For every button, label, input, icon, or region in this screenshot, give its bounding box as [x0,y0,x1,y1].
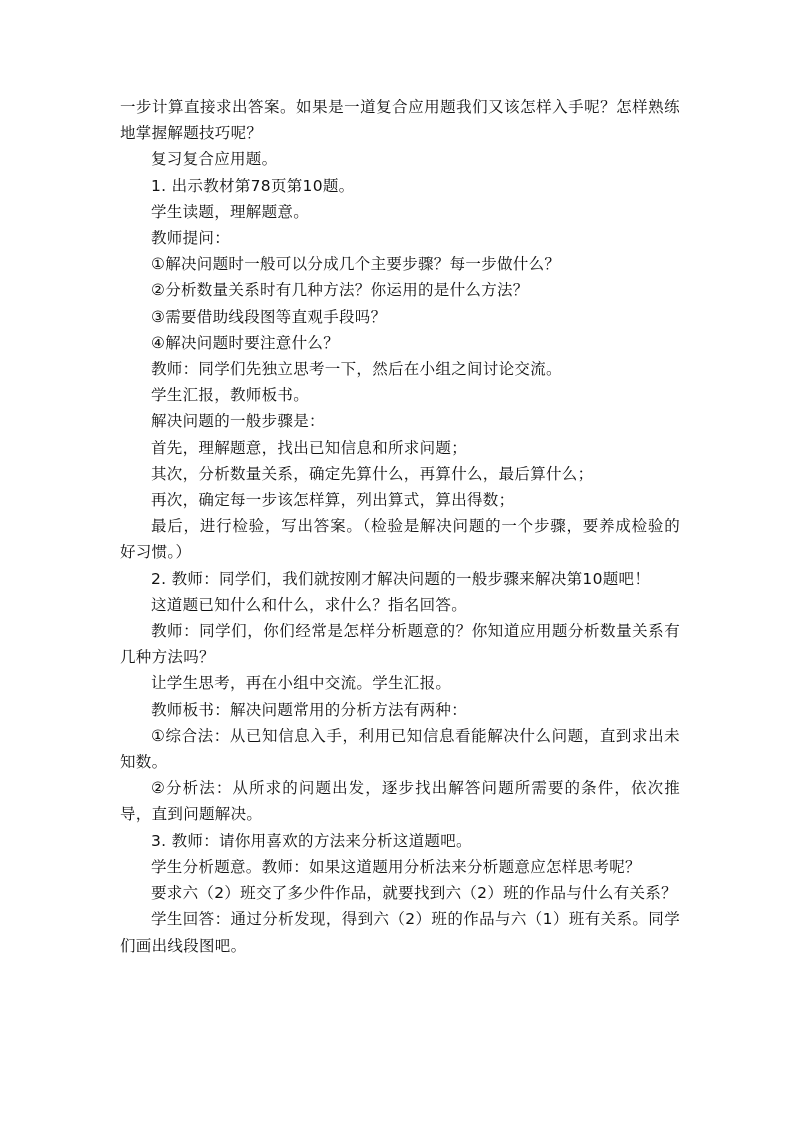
paragraph: ③需要借助线段图等直观手段吗？ [151,307,387,326]
paragraph: 一步计算直接求出答案。如果是一道复合应用题我们又该怎样入手呢？怎样熟练地掌握解题技巧呢？ [120,98,680,143]
paragraph: 教师：同学们，你们经常是怎样分析题意的？你知道应用题分析数量关系有几种方法吗？ [120,622,680,667]
document-body [120,94,680,959]
paragraph: ①解决问题时一般可以分成几个主要步骤？每一步做什么？ [151,255,561,274]
paragraph: ①综合法：从已知信息入手，利用已知信息看能解决什么问题，直到求出未知数。 [120,726,680,772]
paragraph: 复习复合应用题。 [151,150,278,169]
paragraph: 3. 教师：请你用喜欢的方法来分析这道题吧。 [151,831,472,850]
paragraph: 学生分析题意。教师：如果这道题用分析法来分析题意应怎样思考呢？ [151,857,641,876]
paragraph: 学生回答：通过分析发现，得到六（2）班的作品与六（1）班有关系。同学们画出线段图吧。 [120,910,680,955]
paragraph: 要求六（2）班交了多少件作品，就要找到六（2）班的作品与什么有关系？ [151,884,677,903]
paragraph: 这道题已知什么和什么，求什么？指名回答。 [151,595,468,614]
paragraph: 让学生思考，再在小组中交流。学生汇报。 [151,674,452,693]
paragraph: 教师提问： [151,229,231,248]
paragraph: ②分析法：从所求的问题出发，逐步找出解答问题所需要的条件，依次推导，直到问题解决。 [120,779,680,824]
paragraph: 其次，分析数量关系，确定先算什么，再算什么，最后算什么； [151,464,594,483]
paragraph: 学生汇报，教师板书。 [151,386,310,405]
paragraph: 2. 教师：同学们，我们就按刚才解决问题的一般步骤来解决第10题吧！ [151,569,651,588]
paragraph: ②分析数量关系时有几种方法？你运用的是什么方法？ [151,281,529,300]
paragraph: 教师：同学们先独立思考一下，然后在小组之间讨论交流。 [151,360,562,379]
paragraph: 1. 出示教材第78页第10题。 [151,176,355,195]
paragraph: 解决问题的一般步骤是： [151,412,325,431]
paragraph: 学生读题，理解题意。 [151,202,310,221]
paragraph: ④解决问题时要注意什么？ [151,333,339,352]
paragraph: 再次，确定每一步该怎样算，列出算式，算出得数； [151,491,515,510]
paragraph: 最后，进行检验，写出答案。（检验是解决问题的一个步骤，要养成检验的好习惯。） [120,517,680,562]
paragraph: 教师板书：解决问题常用的分析方法有两种： [151,700,468,719]
paragraph: 首先，理解题意，找出已知信息和所求问题； [151,438,468,457]
